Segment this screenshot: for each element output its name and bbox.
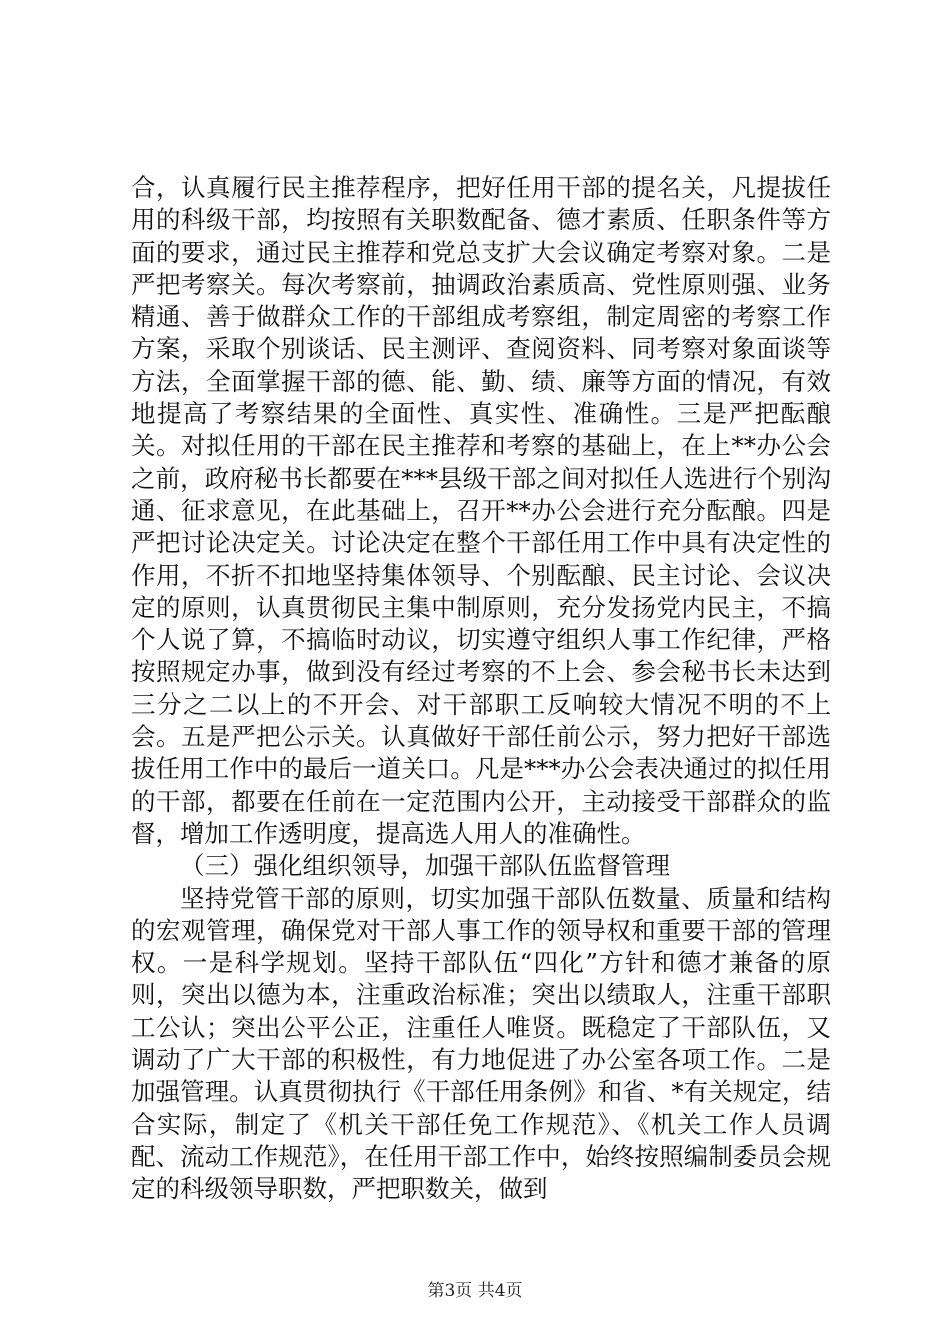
body-paragraph: 坚持党管干部的原则，切实加强干部队伍数量、质量和结构的宏观管理，确保党对干部人事工作的领导权和重要干部的管理权。一是科学规划。坚持干部队伍“四化”方针和德才兼备的原则，突出以德为本，注重政治标准；突出以绩取人，注重干部职工公认；突出公平公正，注重任人唯贤。既稳定了干部队伍，又调动了广大干部的积极性，有力地促进了办公室各项工作。二是加强管理。认真贯彻执行《干部任用条例》和省、*有关规定，结合实际，制定了《机关干部任免工作规范》、《机关工作人员调配、流动工作规范》，在任用干部工作中，始终按照编制委员会规定的科级领导职数，严把职数关，做到 — [131, 883, 831, 1204]
section-heading: （三）强化组织领导，加强干部队伍监督管理 — [180, 851, 670, 881]
page-number: 第3页 共4页 — [427, 1281, 523, 1301]
page-footer — [0, 1276, 950, 1301]
body-paragraph: 合，认真履行民主推荐程序，把好任用干部的提名关，凡提拔任用的科级干部，均按照有关职数配备、德才素质、任职条件等方面的要求，通过民主推荐和党总支扩大会议确定考察对象。二是严把考察关。每次考察前，抽调政治素质高、党性原则强、业务精通、善于做群众工作的干部组成考察组，制定周密的考察工作方案，采取个别谈话、民主测评、查阅资料、同考察对象面谈等方法，全面掌握干部的德、能、勤、绩、廉等方面的情况，有效地提高了考察结果的全面性、真实性、准确性。三是严把酝酿关。对拟任用的干部在民主推荐和考察的基础上，在上**办公会之前，政府秘书长都要在***县级干部之间对拟任人选进行个别沟通、征求意见，在此基础上，召开**办公会进行充分酝酿。四是严把讨论决定关。讨论决定在整个干部任用工作中具有决定性的作用，不折不扣地坚持集体领导、个别酝酿、民主讨论、会议决定的原则，认真贯彻民主集中制原则，充分发扬党内民主，不搞个人说了算，不搞临时动议，切实遵守组织人事工作纪律，严格按照规定办事，做到没有经过考察的不上会、参会秘书长未达到三分之二以上的不开会、对干部职工反响较大情况不明的不上会。五是严把公示关。认真做好干部任前公示，努力把好干部选拔任用工作中的最后一道关口。凡是***办公会表决通过的拟任用的干部，都要在任前在一定范围内公开，主动接受干部群众的监督，增加工作透明度，提高选人用人的准确性。 — [131, 173, 831, 848]
document-body — [131, 172, 831, 1206]
